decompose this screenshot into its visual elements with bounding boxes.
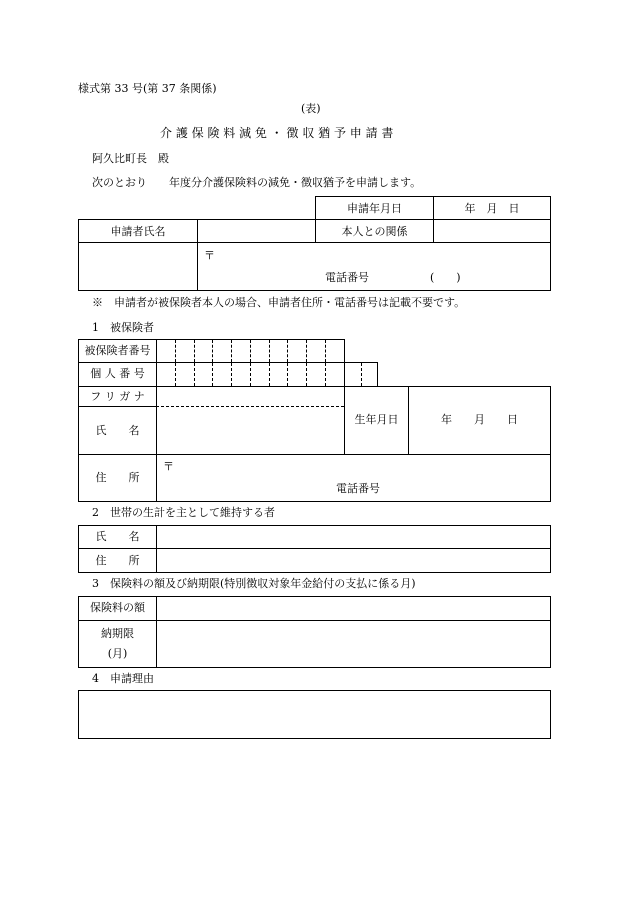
insured-address-label: 住 所 [95, 471, 140, 484]
application-reason-field[interactable] [78, 690, 551, 739]
birth-date-field[interactable]: 年 月 日 [441, 413, 518, 426]
applicant-phone-label: 電話番号 [325, 271, 369, 284]
section4-heading: 4 申請理由 [92, 672, 154, 685]
intro-text: 次のとおり 年度分介護保険料の減免・徴収猶予を申請します。 [92, 176, 422, 189]
postal-mark: 〒 [204, 249, 215, 262]
insured-name-field[interactable] [157, 407, 344, 454]
applicant-name-field[interactable] [198, 220, 315, 241]
premium-amount-label: 保険料の額 [90, 601, 145, 614]
insured-phone-label: 電話番号 [336, 482, 380, 495]
addressee: 阿久比町長 殿 [92, 152, 169, 165]
furigana-field[interactable] [157, 387, 344, 406]
deadline-label: 納期限 [101, 627, 134, 640]
insured-number-field[interactable] [157, 340, 344, 362]
household-head-name-field[interactable] [157, 526, 550, 548]
application-date-label: 申請年月日 [347, 202, 402, 215]
household-head-address-field[interactable] [157, 549, 550, 572]
applicant-address-label-cell [79, 243, 197, 289]
household-head-name-label: 氏 名 [95, 530, 140, 543]
insured-postal-mark: 〒 [163, 460, 174, 473]
application-date-field[interactable]: 年 月 日 [464, 202, 520, 215]
section1-heading: 1 被保険者 [92, 321, 154, 334]
note-text: ※ 申請者が被保険者本人の場合、申請者住所・電話番号は記載不要です。 [92, 296, 466, 309]
insured-number-label: 被保険者番号 [84, 344, 151, 357]
page-title: 介 護 保 険 料 減 免 ・ 徴 収 猶 予 申 請 書 [160, 126, 394, 140]
personal-number-label: 個 人 番 号 [90, 367, 145, 380]
deadline-month-label: (月) [107, 647, 128, 660]
personal-number-field[interactable] [157, 363, 377, 386]
section3-heading: 3 保険料の額及び納期限(特別徴収対象年金給付の支払に係る月) [92, 577, 416, 590]
section2-heading: 2 世帯の生計を主として維持する者 [92, 506, 275, 519]
household-head-address-label: 住 所 [95, 554, 140, 567]
form-side-label: (表) [301, 102, 321, 115]
relation-label: 本人との関係 [341, 225, 408, 238]
applicant-phone-paren: ( ) [430, 271, 461, 284]
birth-date-label: 生年月日 [354, 413, 399, 426]
furigana-label: フ リ ガ ナ [90, 390, 145, 403]
insured-name-label: 氏 名 [95, 424, 140, 437]
form-number: 様式第 33 号(第 37 条関係) [78, 82, 217, 95]
applicant-name-label: 申請者氏名 [110, 225, 166, 238]
deadline-field[interactable] [157, 621, 550, 667]
premium-amount-field[interactable] [157, 597, 550, 620]
applicant-address-field[interactable] [198, 243, 550, 289]
relation-field[interactable] [434, 220, 550, 241]
